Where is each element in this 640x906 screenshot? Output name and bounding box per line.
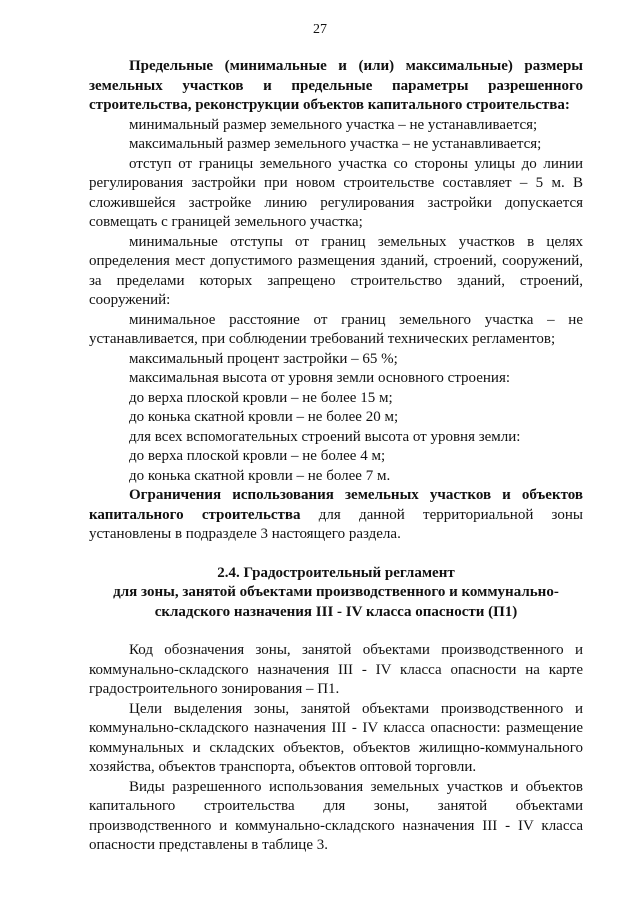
paragraph-restrictions — [89, 486, 583, 545]
param-pitched-roof-auxiliary: до конька скатной кровли – не более 7 м. — [129, 467, 391, 484]
paragraph-min-setbacks: минимальные отступы от границ земельных участков в целях определения мест допустимого размещения зданий, строений, сооружений, за пределами которых запрещено строительство зданий, строений, сооружений: — [89, 233, 583, 308]
page-number: 27 — [313, 22, 327, 37]
param-flat-roof-main: до верха плоской кровли – не более 15 м; — [129, 389, 393, 406]
document-body — [89, 57, 583, 856]
heading-line-2: для зоны, занятой объектами производственного и коммунально- — [113, 584, 559, 600]
section-title-limits: Предельные (минимальные и (или) максимальные) размеры земельных участков и предельные параметры разрешенного строительства, реконструкции объектов капитального строительства: — [89, 58, 583, 113]
heading-line-1: 2.4. Градостроительный регламент — [217, 564, 455, 581]
list-item-min-plot-size: минимальный размер земельного участка – не устанавливается; — [129, 116, 538, 133]
section-heading-2-4 — [89, 564, 583, 623]
heading-line-3: складского назначения III - IV класса опасности (П1) — [154, 603, 518, 620]
paragraph-street-setback: отступ от границы земельного участка со стороны улицы до линии регулирования застройки при новом строительстве составляет – 5 м. В сложившейся застройке линию регулирования застройки допускается совмещать с границей земельного участка; — [89, 155, 583, 230]
restrictions-rest-text: для данной территориальной зоны установлены в подразделе 3 настоящего раздела. — [89, 506, 583, 542]
param-height-auxiliary: для всех вспомогательных строений высота от уровня земли: — [129, 428, 521, 445]
param-max-coverage: максимальный процент застройки – 65 %; — [129, 350, 398, 367]
paragraph-zone-code: Код обозначения зоны, занятой объектами производственного и коммунально-складского назначения III - IV класса опасности на карте градостроительного зонирования – П1. — [89, 642, 583, 697]
paragraph-permitted-uses: Виды разрешенного использования земельных участков и объектов капитального строительства для зоны, занятой объектами производственного и коммунально-складского назначения III - IV класса опасности представлены в таблице 3. — [89, 778, 583, 853]
paragraph-zone-goals: Цели выделения зоны, занятой объектами производственного и коммунально-складского назначения III - IV класса опасности: размещение коммунальных и складских объектов, объектов жилищно-коммунального хозяйства, объектов транспорта, объектов оптовой торговли. — [89, 700, 583, 775]
param-flat-roof-auxiliary: до верха плоской кровли – не более 4 м; — [129, 448, 386, 464]
restrictions-bold-text: Ограничения использования земельных участков и объектов капитального строительства — [89, 487, 583, 523]
param-pitched-roof-main: до конька скатной кровли – не более 20 м; — [129, 409, 399, 425]
param-max-height-main: максимальная высота от уровня земли основного строения: — [129, 370, 511, 386]
list-item-max-plot-size: максимальный размер земельного участка – не устанавливается; — [129, 136, 542, 152]
paragraph-min-distance: минимальное расстояние от границ земельного участка – не устанавливается, при соблюдении требований технических регламентов; — [89, 311, 583, 347]
spacer — [89, 622, 583, 641]
